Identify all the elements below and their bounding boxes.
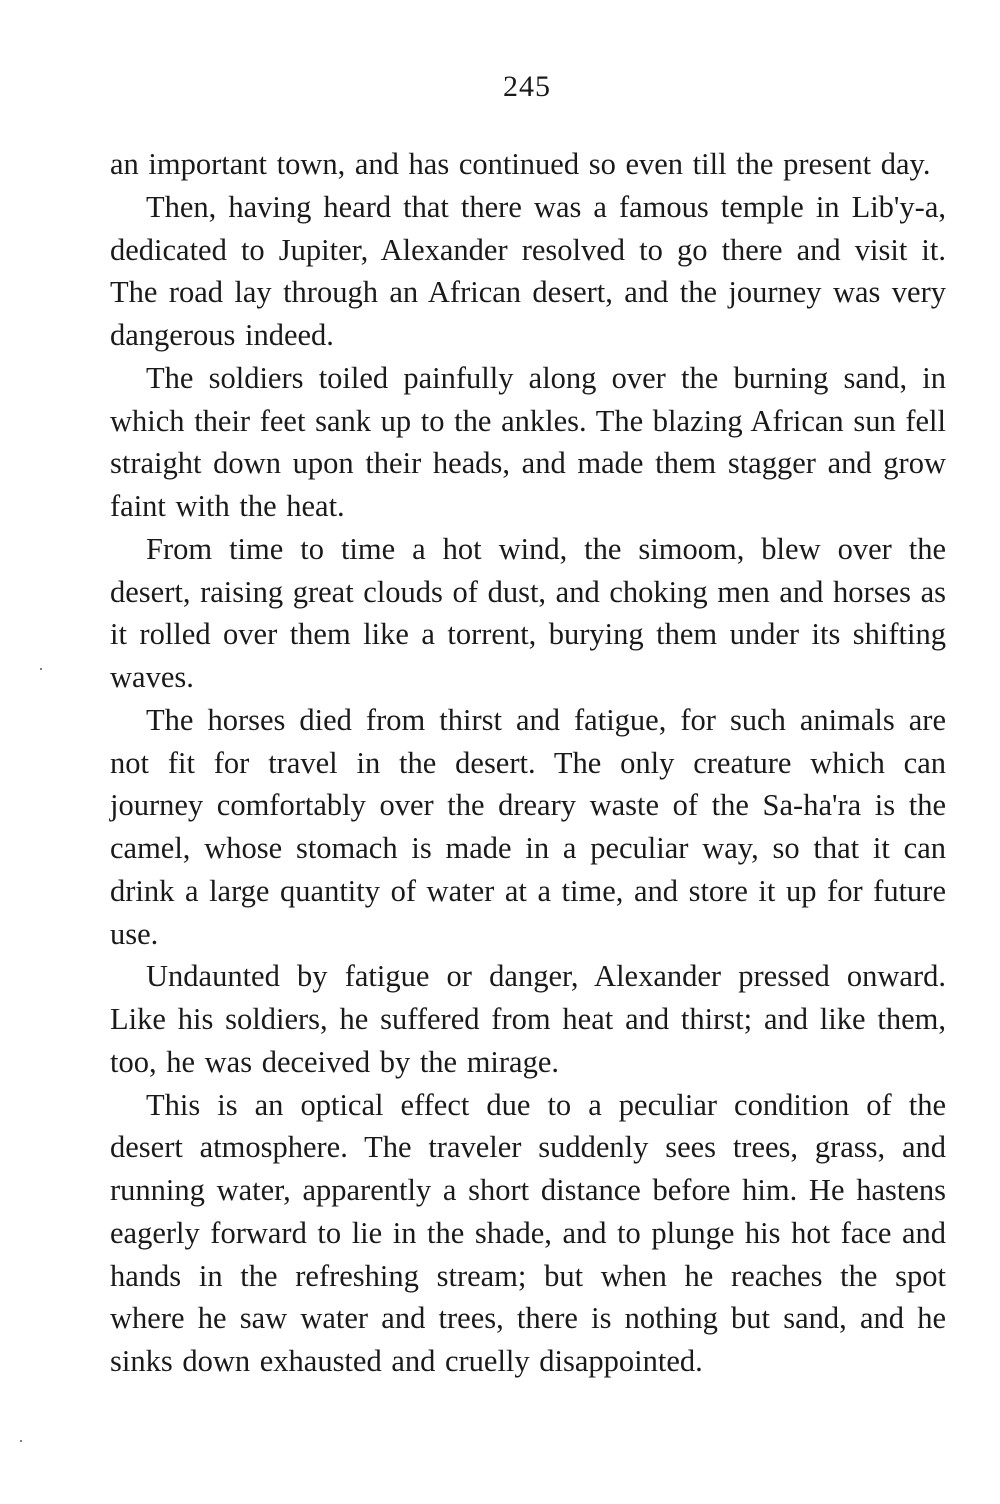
paragraph-continued: an important town, and has continued so even till the present day. (110, 147, 931, 181)
scan-speck (40, 668, 42, 670)
paragraph: Undaunted by fatigue or danger, Alexander pressed onward. Like his soldiers, he suffered from heat and thirst; and like them, too, he was deceived by the mirage. (110, 959, 946, 1079)
paragraph: This is an optical effect due to a peculiar condition of the desert atmosphere. The traveler suddenly sees trees, grass, and running water, apparently a short distance before him. He hastens eagerly forward to lie in the shade, and to plunge his hot face and hands in the refreshing stream; but when he reaches the spot where he saw water and trees, there is nothing but sand, and he sinks down exhausted and cruelly disappointed. (110, 1087, 946, 1378)
paragraph: Then, having heard that there was a famous temple in Lib'y-a, dedicated to Jupiter, Alexander resolved to go there and visit it. The road lay through an African desert, and the journey was very dangerous indeed. (110, 189, 946, 352)
body-text (110, 143, 946, 1383)
page-number: 245 (503, 70, 551, 103)
paragraph: From time to time a hot wind, the simoom, blew over the desert, raising great clouds of dust, and choking men and horses as it rolled over them like a torrent, burying them under its shifting waves. (110, 531, 946, 694)
scan-speck (20, 1440, 22, 1442)
paragraph: The horses died from thirst and fatigue, for such animals are not fit for travel in the desert. The only creature which can journey comfortably over the dreary waste of the Sa-ha'ra is the camel, whose stomach is made in a peculiar way, so that it can drink a large quantity of water at a time, and store it up for future use. (110, 702, 946, 951)
paragraph: The soldiers toiled painfully along over the burning sand, in which their feet sank up to the ankles. The blazing African sun fell straight down upon their heads, and made them stagger and grow faint with the heat. (110, 360, 946, 523)
